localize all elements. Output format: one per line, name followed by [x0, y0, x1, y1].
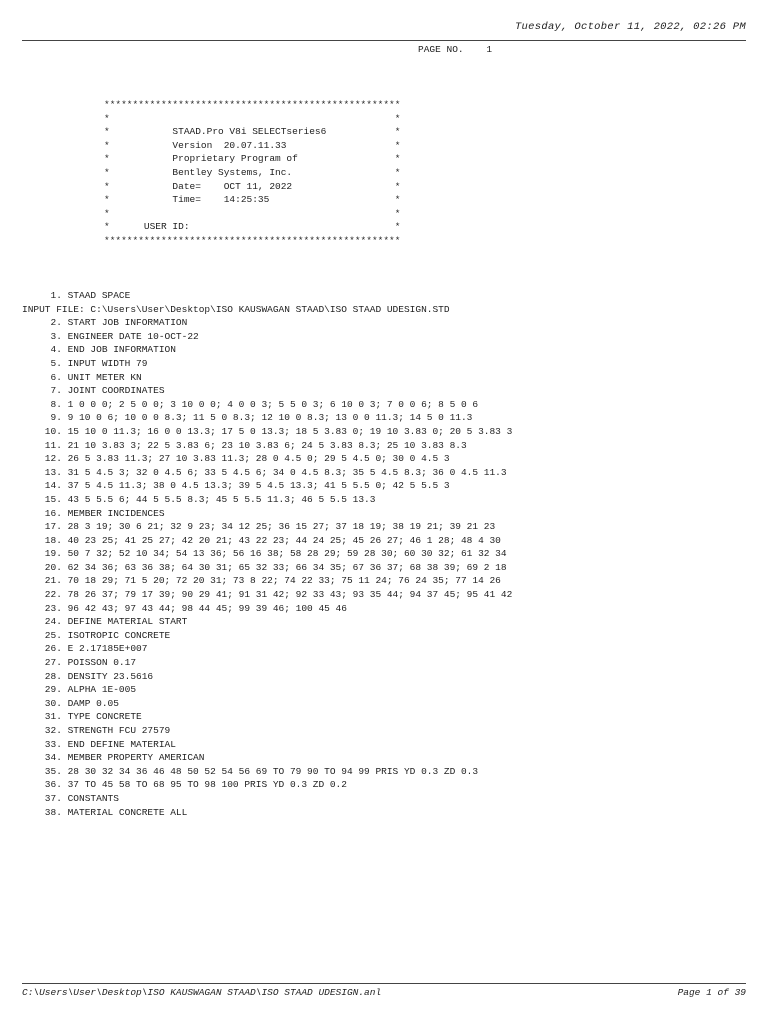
- listing-line: 7. JOINT COORDINATES: [22, 385, 165, 397]
- page-number: PAGE NO. 1: [418, 44, 493, 55]
- listing-line: 16. MEMBER INCIDENCES: [22, 507, 165, 519]
- listing-line: 38. MATERIAL CONCRETE ALL: [22, 806, 188, 818]
- banner-line: * USER ID: *: [104, 221, 401, 233]
- listing-line: 26. E 2.17185E+007: [22, 643, 148, 655]
- input-listing: [22, 289, 512, 819]
- staad-banner: [104, 98, 400, 248]
- banner-line: * *: [104, 207, 401, 219]
- listing-line: 25. ISOTROPIC CONCRETE: [22, 629, 171, 641]
- footer-page-count: Page 1 of 39: [677, 987, 746, 998]
- banner-line: * Bentley Systems, Inc. *: [104, 166, 401, 178]
- listing-line: 1. STAAD SPACE: [22, 290, 131, 301]
- banner-line: * Proprietary Program of *: [104, 153, 401, 165]
- listing-line: 37. CONSTANTS: [22, 792, 119, 804]
- listing-line: 31. TYPE CONCRETE: [22, 711, 142, 723]
- banner-line: ****************************************************: [104, 234, 401, 246]
- banner-line: * *: [104, 112, 401, 124]
- footer-file-path: C:\Users\User\Desktop\ISO KAUSWAGAN STAAD\ISO STAAD UDESIGN.anl: [22, 987, 382, 998]
- listing-line: 14. 37 5 4.5 11.3; 38 0 4.5 13.3; 39 5 4.5 13.3; 41 5 5.5 0; 42 5 5.5 3: [22, 480, 450, 492]
- listing-line: 23. 96 42 43; 97 43 44; 98 44 45; 99 39 46; 100 45 46: [22, 602, 347, 614]
- listing-line: 9. 9 10 0 6; 10 0 0 8.3; 11 5 0 8.3; 12 10 0 8.3; 13 0 0 11.3; 14 5 0 11.3: [22, 412, 473, 424]
- listing-line: 30. DAMP 0.05: [22, 697, 119, 709]
- listing-line: 33. END DEFINE MATERIAL: [22, 738, 176, 750]
- listing-line: 24. DEFINE MATERIAL START: [22, 616, 188, 628]
- listing-line: 27. POISSON 0.17: [22, 657, 137, 669]
- listing-line: 12. 26 5 3.83 11.3; 27 10 3.83 11.3; 28 0 4.5 0; 29 5 4.5 0; 30 0 4.5 3: [22, 453, 450, 465]
- listing-line: 8. 1 0 0 0; 2 5 0 0; 3 10 0 0; 4 0 0 3; 5 5 0 3; 6 10 0 3; 7 0 0 6; 8 5 0 6: [22, 398, 479, 410]
- listing-line: 13. 31 5 4.5 3; 32 0 4.5 6; 33 5 4.5 6; 34 0 4.5 8.3; 35 5 4.5 8.3; 36 0 4.5 11.3: [22, 466, 507, 478]
- listing-line: 3. ENGINEER DATE 10-OCT-22: [22, 330, 199, 342]
- listing-line: 35. 28 30 32 34 36 46 48 50 52 54 56 69 TO 79 90 TO 94 99 PRIS YD 0.3 ZD 0.3: [22, 765, 479, 777]
- listing-line: 28. DENSITY 23.5616: [22, 670, 154, 682]
- listing-line: 4. END JOB INFORMATION: [22, 344, 176, 356]
- listing-line: 29. ALPHA 1E-005: [22, 684, 137, 696]
- header-rule: [22, 40, 746, 41]
- banner-line: * STAAD.Pro V8i SELECTseries6 *: [104, 126, 401, 138]
- banner-line: ****************************************************: [104, 99, 401, 110]
- header-datetime: Tuesday, October 11, 2022, 02:26 PM: [514, 21, 746, 33]
- listing-line: 11. 21 10 3.83 3; 22 5 3.83 6; 23 10 3.83 6; 24 5 3.83 8.3; 25 10 3.83 8.3: [22, 439, 467, 451]
- listing-line: 18. 40 23 25; 41 25 27; 42 20 21; 43 22 23; 44 24 25; 45 26 27; 46 1 28; 48 4 30: [22, 534, 501, 546]
- listing-line: 19. 50 7 32; 52 10 34; 54 13 36; 56 16 38; 58 28 29; 59 28 30; 60 30 32; 61 32 34: [22, 548, 507, 560]
- footer-rule: [22, 983, 746, 984]
- listing-line: 32. STRENGTH FCU 27579: [22, 725, 171, 736]
- listing-line: 20. 62 34 36; 63 36 38; 64 30 31; 65 32 33; 66 34 35; 67 36 37; 68 38 39; 69 2 18: [22, 561, 507, 573]
- listing-line: 17. 28 3 19; 30 6 21; 32 9 23; 34 12 25; 36 15 27; 37 18 19; 38 19 21; 39 21 23: [22, 521, 496, 533]
- listing-line: 15. 43 5 5.5 6; 44 5 5.5 8.3; 45 5 5.5 11.3; 46 5 5.5 13.3: [22, 493, 376, 505]
- listing-line: INPUT FILE: C:\Users\User\Desktop\ISO KAUSWAGAN STAAD\ISO STAAD UDESIGN.STD: [22, 303, 450, 315]
- banner-line: * Date= OCT 11, 2022 *: [104, 180, 401, 192]
- listing-line: 34. MEMBER PROPERTY AMERICAN: [22, 752, 205, 764]
- banner-line: * Version 20.07.11.33 *: [104, 139, 401, 151]
- banner-line: * Time= 14:25:35 *: [104, 194, 401, 206]
- listing-line: 21. 70 18 29; 71 5 20; 72 20 31; 73 8 22; 74 22 33; 75 11 24; 76 24 35; 77 14 26: [22, 575, 501, 587]
- listing-line: 36. 37 TO 45 58 TO 68 95 TO 98 100 PRIS YD 0.3 ZD 0.2: [22, 779, 347, 791]
- listing-line: 2. START JOB INFORMATION: [22, 317, 188, 329]
- listing-line: 5. INPUT WIDTH 79: [22, 357, 148, 369]
- listing-line: 22. 78 26 37; 79 17 39; 90 29 41; 91 31 42; 92 33 43; 93 35 44; 94 37 45; 95 41 42: [22, 589, 513, 601]
- listing-line: 6. UNIT METER KN: [22, 371, 142, 383]
- listing-line: 10. 15 10 0 11.3; 16 0 0 13.3; 17 5 0 13.3; 18 5 3.83 0; 19 10 3.83 0; 20 5 3.83 3: [22, 425, 513, 437]
